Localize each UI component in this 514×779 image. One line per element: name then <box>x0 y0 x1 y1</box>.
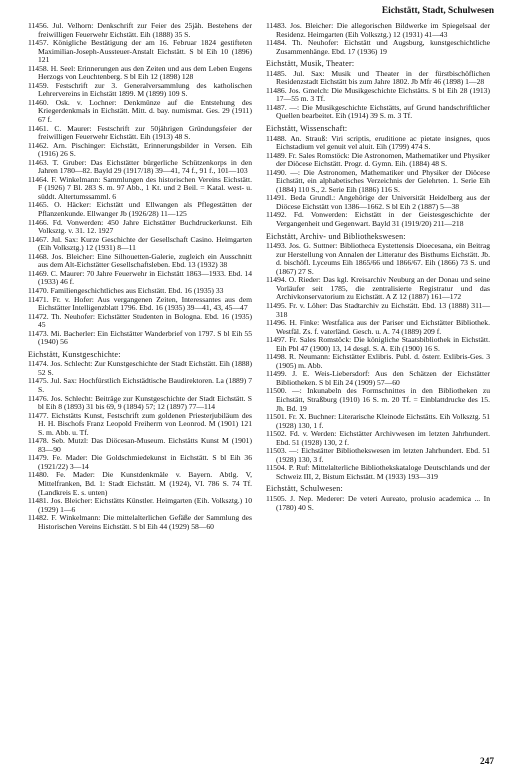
page-number: 247 <box>480 757 494 767</box>
bibliography-entry: 11460. Osk. v. Lochner: Denkmünze auf die Entstehung des Kriegerdenkmals in Eichstätt. Mitt. d. bay. numismat. Ges. 29 (1911) 67 f. <box>28 97 252 125</box>
bibliography-entry: 11466. Fd. Vonwerden: 450 Jahre Eichstätter Buchdruckerkunst. Eih Volksztg. v. 31. 12. 1927 <box>28 217 252 236</box>
bibliography-entry: 11461. C. Maurer: Festschrift zur 50jährigen Gründungsfeier der freiwilligen Feuerwehr Eichstätt. Eih (1913) 48 S. <box>28 123 252 142</box>
bibliography-entry: 11496. H. Finke: Westfalica aus der Pariser und Eichstätter Bibliothek. Westfäl. Zs. f. vaterländ. Gesch. u. A. 74 (1889) 209 f. <box>266 318 490 336</box>
bibliography-entry: 11472. Th. Neuhofer: Eichstätter Studenten in Bologna. Ebd. 16 (1935) 45 <box>28 311 252 330</box>
bibliography-entry: 11469. C. Maurer: 70 Jahre Feuerwehr in Eichstätt 1863—1933. Ebd. 14 (1933) 46 f. <box>28 268 252 287</box>
bibliography-entry: 11481. Jos. Bleicher: Eichstätts Künstler. Heimgarten (Eih. Volksztg.) 10 (1929) 1—6 <box>28 496 252 514</box>
bibliography-entry: 11494. O. Rieder: Das kgl. Kreisarchiv Neuburg an der Donau und seine Vorläufer seit 1785, die zentralisierte Registratur und das Archivkonservatorium zu Eichstätt. A Z 12 (1887) 161—172 <box>266 275 490 302</box>
bibliography-entry: 11483. Jos. Bleicher: Die allegorischen Bildwerke im Spiegelsaal der Residenz. Heimgarten (Eih Volksztg.) 12 (1931) 41—43 <box>266 21 490 39</box>
right-column <box>266 22 490 512</box>
section-heading: Eichstätt, Schulwesen: <box>266 484 343 494</box>
bibliography-entry: 11458. H. Seel: Erinnerungen aus den Zeiten und aus dem Leben Eugens Herzogs von Leuchtenberg. S bl Eih 12 (1898) 128 <box>28 63 252 82</box>
bibliography-entry: 11489. Fr. Sales Romstöck: Die Astronomen, Mathematiker und Physiker der Diöcese Eichstätt. Progr. d. Gymn. Eih. (1884) 48 S. <box>266 150 490 169</box>
section-heading: Eichstätt, Archiv- und Bibliothekswesen: <box>266 231 406 241</box>
section-heading: Eichstätt, Wissenschaft: <box>266 124 348 134</box>
bibliography-entry: 11485. Jul. Sax: Musik und Theater in der fürstbischöflichen Residenzstadt Eichstätt bis zum Jahre 1802. Jb Mfr 46 (1898) 1—28 <box>266 68 490 87</box>
section-heading: Eichstätt, Musik, Theater: <box>266 59 355 69</box>
bibliography-entry: 11468. Jos. Bleicher: Eine Silhouetten-Galerie, zugleich ein Ausschnitt aus dem Alt-Eichstätter Gesellschaftsleben. Ebd. 13 (1932) 38 <box>28 251 252 270</box>
bibliography-entry: 11495. Fr. v. Löher: Das Stadtarchiv zu Eichstätt. Ebd. 13 (1888) 311—318 <box>266 300 490 319</box>
bibliography-entry: 11490. —: Die Astronomen, Mathematiker und Physiker der Diöcese Eichstätt, ein alphabetisches Verzeichnis der Gelehrten. 1. Serie Eih (1884) 110 S., 2. Serie Eih (1886) 116 S. <box>266 167 490 194</box>
bibliography-entry: 11504. P. Ruf: Mittelalterliche Bibliothekskataloge Deutschlands und der Schweiz III, 2, Bistum Eichstätt. M (1933) 193—319 <box>266 463 490 481</box>
bibliography-entry: 11501. Fr. X. Buchner: Literarische Kleinode Eichstätts. Eih Volksztg. 51 (1928) 130, 1 f. <box>266 412 490 430</box>
bibliography-entry: 11502. Fd. v. Werden: Eichstätter Archivwesen im letzten Jahrhundert. Ebd. 51 (1928) 130, 2 f. <box>266 429 490 447</box>
bibliography-entry: 11476. Jos. Schlecht: Beiträge zur Kunstgeschichte der Stadt Eichstätt. S bl Eih 8 (1893) 31 bis 69, 9 (1894) 57; 12 (1897) 77—114 <box>28 393 252 412</box>
bibliography-entry: 11456. Jul. Velhorn: Denkschrift zur Feier des 25jäh. Bestehens der freiwilligen Feuerwehr Eichstätt. Eih (1888) 35 S. <box>28 21 252 39</box>
bibliography-entry: 11471. Fr. v. Hofer: Aus vergangenen Zeiten, Interessantes aus dem Eichstätter Intelligenzblatt 1796. Ebd. 16 (1935) 39—41, 43, 45—47 <box>28 294 252 313</box>
bibliography-entry: 11480. Fe. Mader: Die Kunstdenkmäle v. Bayern. Abtlg. V, Mittelfranken, Bd. 1: Stadt Eichstätt. M (1924), VI. 786 S. 74 Tf. (Landkreis E. s. unten) <box>28 470 252 497</box>
bibliography-entry: 11505. J. Nep. Mederer: De veteri Aureato, prolusio academica ... In (1780) 40 S. <box>266 493 490 512</box>
bibliography-entry: 11477. Eichstätts Kunst, Festschrift zum goldenen Priesterjubiläum des H. H. Bischofs Franz Leopold Freiherrn von Leonrod. M (1901) 121 S. m. Abb. u. Tf. <box>28 410 252 437</box>
left-column <box>28 22 252 531</box>
bibliography-entry: 11470. Familiengeschichtliches aus Eichstätt. Ebd. 16 (1935) 33 <box>28 285 224 295</box>
bibliography-entry: 11467. Jul. Sax: Kurze Geschichte der Gesellschaft Casino. Heimgarten (Eih Volksztg.) 12 (1931) 8—11 <box>28 234 252 253</box>
section-heading: Eichstätt, Kunstgeschichte: <box>28 349 121 359</box>
bibliography-entry: 11497. Fr. Sales Romstöck: Die königliche Staatsbibliothek in Eichstätt. Eih Pbl 47 (1900) 13, 14 desgl. S. A. Eih (1900) 16 S. <box>266 335 490 353</box>
bibliography-entry: 11487. —: Die Musikgeschichte Eichstätts, auf Grund handschriftlicher Quellen bearbeitet. Eih (1914) 39 S. m. 3 Tf. <box>266 102 490 121</box>
bibliography-entry: 11478. Seb. Mutzl: Das Diöcesan-Museum. Eichstätts Kunst M (1901) 83—90 <box>28 436 252 454</box>
bibliography-entry: 11475. Jul. Sax: Hochfürstlich Eichstädtische Baudirektoren. La (1889) 7 S. <box>28 376 252 394</box>
bibliography-entry: 11464. F. Winkelmann: Sammlungen des historischen Vereins Eichstätt. F (1926) 7 Bl. 283 S. m. 97 Abb., 1 Kt. und 2 Beil. = Katal. west- u. süddt. Altertumssamml. 6 <box>28 174 252 201</box>
bibliography-entry: 11473. Mi. Bacherler: Ein Eichstätter Wanderbrief von 1797. S bl Eih 55 (1940) 56 <box>28 328 252 347</box>
bibliography-entry: 11459. Festschrift zur 3. Generalversammlung des katholischen Lehrervereins in Eichstätt 1899. M (1899) 109 S. <box>28 80 252 99</box>
bibliography-entry: 11491. Beda Grundl.: Angehörige der Universität Heidelberg aus der Diöcese Eichstätt von 1386—1662. S bl Eih 2 (1887) 5—38 <box>266 193 490 211</box>
bibliography-entry: 11462. Arn. Pischinger: Eichstätt, Erinnerungsbilder in Versen. Eih (1916) 26 S. <box>28 140 252 159</box>
bibliography-entry: 11493. Jos. G. Suttner: Bibliotheca Eystettensis Dioecesana, ein Beitrag zur Herstellung von Annalen der Litteratur des Bisthums Eichstätt. Jb. d. bischöfl. Lyceums Eih 1865/66 und 1866/67. Eih (1866) 73 S. und (1867) 27 S. <box>266 241 490 276</box>
bibliography-entry: 11479. Fe. Mader: Die Goldschmiedekunst in Eichstätt. S bl Eih 36 (1921/22) 3—14 <box>28 453 252 471</box>
bibliography-entry: 11503. —: Eichstätter Bibliothekswesen im letzten Jahrhundert. Ebd. 51 (1928) 130, 3 f. <box>266 446 490 464</box>
bibliography-entry: 11457. Königliche Bestätigung der am 16. Februar 1824 gestifteten Maximilian-Joseph-Aussteuer-Anstalt Eichstätt. S bl Eih 10 (1896) 121 <box>28 38 252 65</box>
bibliography-entry: 11488. An. Strauß: Viri scriptis, eruditione ac pietate insignes, quos Eichstadium vel genuit vel aluit. Eih (1799) 474 S. <box>266 133 490 152</box>
bibliography-entry: 11465. O. Häcker: Eichstätt und Ellwangen als Pflegestätten der Pflanzenkunde. Ellwanger Jb (1926/28) 11—125 <box>28 200 252 219</box>
bibliography-entry: 11484. Th. Neuhofer: Eichstätt und Augsburg, kunstgeschichtliche Zusammenhänge. Ebd. 17 (1936) 19 <box>266 38 490 56</box>
bibliography-entry: 11500. —: Inkunabeln des Formschnittes in den Bibliotheken zu Eichstätt, Straßburg (1910) 16 S. m. 20 Tf. = Einblattdrucke des 15. Jh. Bd. 19 <box>266 386 490 413</box>
bibliography-entry: 11498. R. Neumann: Eichstätter Exlibris. Publ. d. österr. Exlibris-Ges. 3 (1905) m. Abb. <box>266 352 490 370</box>
bibliography-entry: 11474. Jos. Schlecht: Zur Kunstgeschichte der Stadt Eichstätt. Eih (1888) 52 S. <box>28 359 252 377</box>
bibliography-entry: 11492. Fd. Vonwerden: Eichstätt in der Geistesgeschichte der Vergangenheit und Gegenwart. Bayld 31 (1919/20) 211—218 <box>266 210 490 229</box>
bibliography-entry: 11486. Jos. Gmelch: Die Musikgeschichte Eichstätts. S bl Eih 28 (1913) 17—55 m. 3 Tf. <box>266 85 490 104</box>
bibliography-entry: 11463. T. Gruber: Das Eichstätter bürgerliche Schützenkorps in den Jahren 1780—82. Bayld 29 (1917/18) 39—41, 74 f., 91 f., 101—103 <box>28 157 252 176</box>
running-header: Eichstätt, Stadt, Schulwesen <box>381 6 494 16</box>
bibliography-entry: 11499. J. E. Weis-Liebersdorf: Aus den Schätzen der Eichstätter Bibliotheken. S bl Eih 24 (1909) 57—60 <box>266 369 490 387</box>
bibliography-entry: 11482. F. Winkelmann: Die mittelalterlichen Gefäße der Sammlung des Historischen Vereins Eichstätt. S bl Eih 44 (1929) 58—60 <box>28 513 252 531</box>
